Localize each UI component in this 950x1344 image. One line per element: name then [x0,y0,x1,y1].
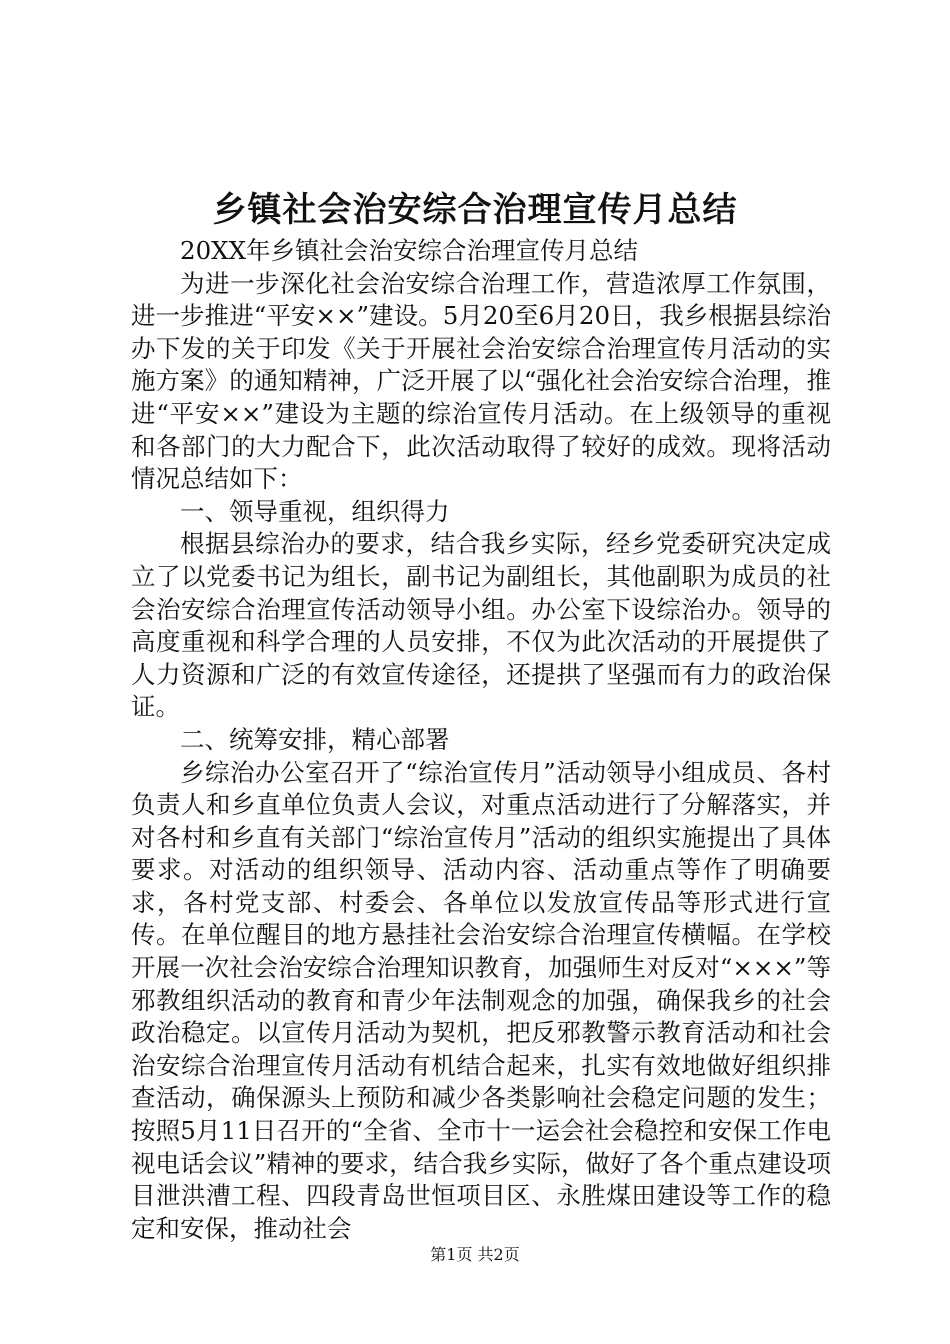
document-title: 乡镇社会治安综合治理宣传月总结 [212,190,738,230]
section-heading-2: 二、统筹安排，精心部署 [180,724,450,754]
section-1-paragraph: 根据县综治办的要求，结合我乡实际，经乡党委研究决定成立了以党委书记为组长，副书记为副组长，其他副职为成员的社会治安综合治理宣传活动领导小组。办公室下设综治办。领导的高度重视和科学合理的人员安排，不仅为此次活动的开展提供了人力资源和广泛的有效宣传途径，还提拱了坚强而有力的政治保证。 [131,529,831,722]
section-2-paragraph: 乡综治办公室召开了“综治宣传月”活动领导小组成员、各村负责人和乡直单位负责人会议，对重点活动进行了分解落实，并对各村和乡直有关部门“综治宣传月”活动的组织实施提出了具体要求。对活动的组织领导、活动内容、活动重点等作了明确要求，各村党支部、村委会、各单位以发放宣传品等形式进行宣传。在单位醒目的地方悬挂社会治安综合治理宣传横幅。在学校开展一次社会治安综合治理知识教育，加强师生对反对“×××”等邪教组织活动的教育和青少年法制观念的加强，确保我乡的社会政治稳定。以宣传月活动为契机，把反邪教警示教育活动和社会治安综合治理宣传月活动有机结合起来，扎实有效地做好组织排查活动，确保源头上预防和减少各类影响社会稳定问题的发生；按照5月11日召开的“全省、全市十一运会社会稳控和安保工作电视电话会议”精神的要求，结合我乡实际，做好了各个重点建设项目泄洪漕工程、四段青岛世恒项目区、永胜煤田建设等工作的稳定和安保，推动社会 [131,757,831,1243]
subtitle-line: 20XX年乡镇社会治安综合治理宣传月总结 [180,236,639,265]
intro-paragraph: 为进一步深化社会治安综合治理工作，营造浓厚工作氛围，进一步推进“平安××”建设。5月20至6月20日，我乡根据县综治办下发的关于印发《关于开展社会治安综合治理宣传月活动的实施方案》的通知精神，广泛开展了以“强化社会治安综合治理，推进“平安××”建设为主题的综治宣传月活动。在上级领导的重视和各部门的大力配合下，此次活动取得了较好的成效。现将活动情况总结如下： [131,268,831,494]
section-heading-1: 一、领导重视，组织得力 [180,496,450,526]
page-number: 第1页 共2页 [430,1245,520,1264]
document-body [131,235,831,1245]
